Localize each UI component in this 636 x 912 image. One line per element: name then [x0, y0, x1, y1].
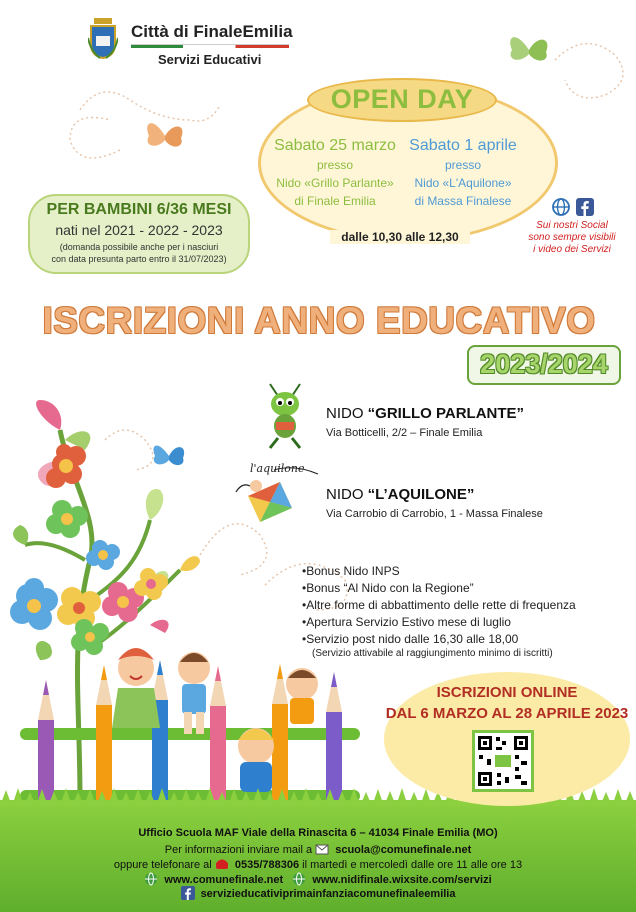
bonus-note: (Servizio attivabile al raggiungimento minimo di iscritti) [312, 648, 553, 659]
globe-icon[interactable] [552, 198, 570, 216]
nido-2-address: Via Carrobio di Carrobio, 1 - Massa Finalese [326, 508, 543, 520]
event-nido: Nido «Grillo Parlante» [276, 176, 394, 190]
footer-site-2[interactable]: www.nidifinale.wixsite.com/servizi [312, 874, 492, 886]
phone-icon [215, 857, 229, 871]
footer-mail-line: Per informazioni inviare mail a scuola@comunefinale.net [164, 844, 472, 856]
cricket-mascot-icon [258, 382, 314, 450]
nido-2-name: NIDO “L’AQUILONE” [326, 486, 475, 503]
department-name: Servizi Educativi [158, 52, 262, 67]
list-item: •Bonus Nido INPS [302, 564, 400, 578]
footer-site-1[interactable]: www.comunefinale.net [164, 874, 284, 886]
kite-logo-text: l'aquilone [250, 462, 305, 475]
city-name: Città di FinaleEmilia [131, 22, 293, 41]
open-day-hours: dalle 10,30 alle 12,30 [330, 230, 470, 244]
footer-mail-link[interactable]: scuola@comunefinale.net [335, 844, 472, 856]
open-day-event-2 [404, 136, 522, 210]
globe-icon [292, 872, 306, 886]
footer-facebook [0, 886, 636, 900]
nido-1-address: Via Botticelli, 2/2 – Finale Emilia [326, 427, 483, 439]
mail-icon [315, 842, 329, 856]
eligibility-note: (domanda possibile anche per i nasciuri con data presunta parto entro il 31/07/2023) [51, 242, 227, 264]
facebook-icon [181, 886, 195, 900]
main-title: ISCRIZIONI ANNO EDUCATIVO [42, 300, 596, 341]
footer-websites [0, 872, 636, 886]
online-registration-dates: DAL 6 MARZO AL 28 APRILE 2023 [385, 705, 629, 722]
eligibility-years: nati nel 2021 - 2022 - 2023 [55, 222, 223, 238]
list-item: •Bonus “Al Nido con la Regione” [302, 581, 474, 595]
social-note: Sui nostri Social sono sempre visibili i video dei Servizi [528, 220, 616, 255]
footer-facebook-page[interactable]: servizieducativiprimainfanziacomunefinaleemilia [200, 888, 456, 900]
nido-1-name: NIDO “GRILLO PARLANTE” [326, 405, 525, 422]
event-place: di Massa Finalese [414, 194, 512, 208]
globe-icon [144, 872, 158, 886]
qr-code[interactable] [472, 730, 534, 792]
event-presso: presso [316, 158, 354, 172]
city-crest-icon [88, 18, 118, 60]
list-item: •Apertura Servizio Estivo mese di luglio [302, 615, 511, 629]
facebook-icon[interactable] [576, 198, 594, 216]
footer-phone-line: oppure telefonare al 0535/788306 il martedì e mercoledì dalle ore 11 alle ore 13 [113, 859, 523, 871]
list-item: •Altre forme di abbattimento delle rette di frequenza [302, 598, 576, 612]
event-place: di Finale Emilia [294, 194, 376, 208]
bonus-list [302, 563, 622, 648]
footer-phone[interactable]: 0535/788306 [234, 859, 300, 871]
open-day-event-1 [268, 136, 402, 210]
open-day-title: OPEN DAY [330, 84, 474, 114]
butterfly-orange-icon [143, 114, 187, 154]
butterfly-green-icon [506, 26, 552, 68]
list-item: •Servizio post nido dalle 16,30 alle 18,00 [302, 632, 519, 646]
eligibility-title: PER BAMBINI 6/36 MESI [46, 201, 232, 218]
school-year: 2023/2024 [480, 349, 608, 379]
tricolor-line [131, 44, 289, 48]
event-nido: Nido «L'Aquilone» [414, 176, 512, 190]
event-date: Sabato 1 aprile [409, 137, 517, 154]
footer-office: Ufficio Scuola MAF Viale della Rinascita 6 – 41034 Finale Emilia (MO) [138, 827, 498, 839]
event-date: Sabato 25 marzo [274, 137, 396, 154]
online-registration-title: ISCRIZIONI ONLINE [436, 684, 578, 701]
event-presso: presso [444, 158, 482, 172]
